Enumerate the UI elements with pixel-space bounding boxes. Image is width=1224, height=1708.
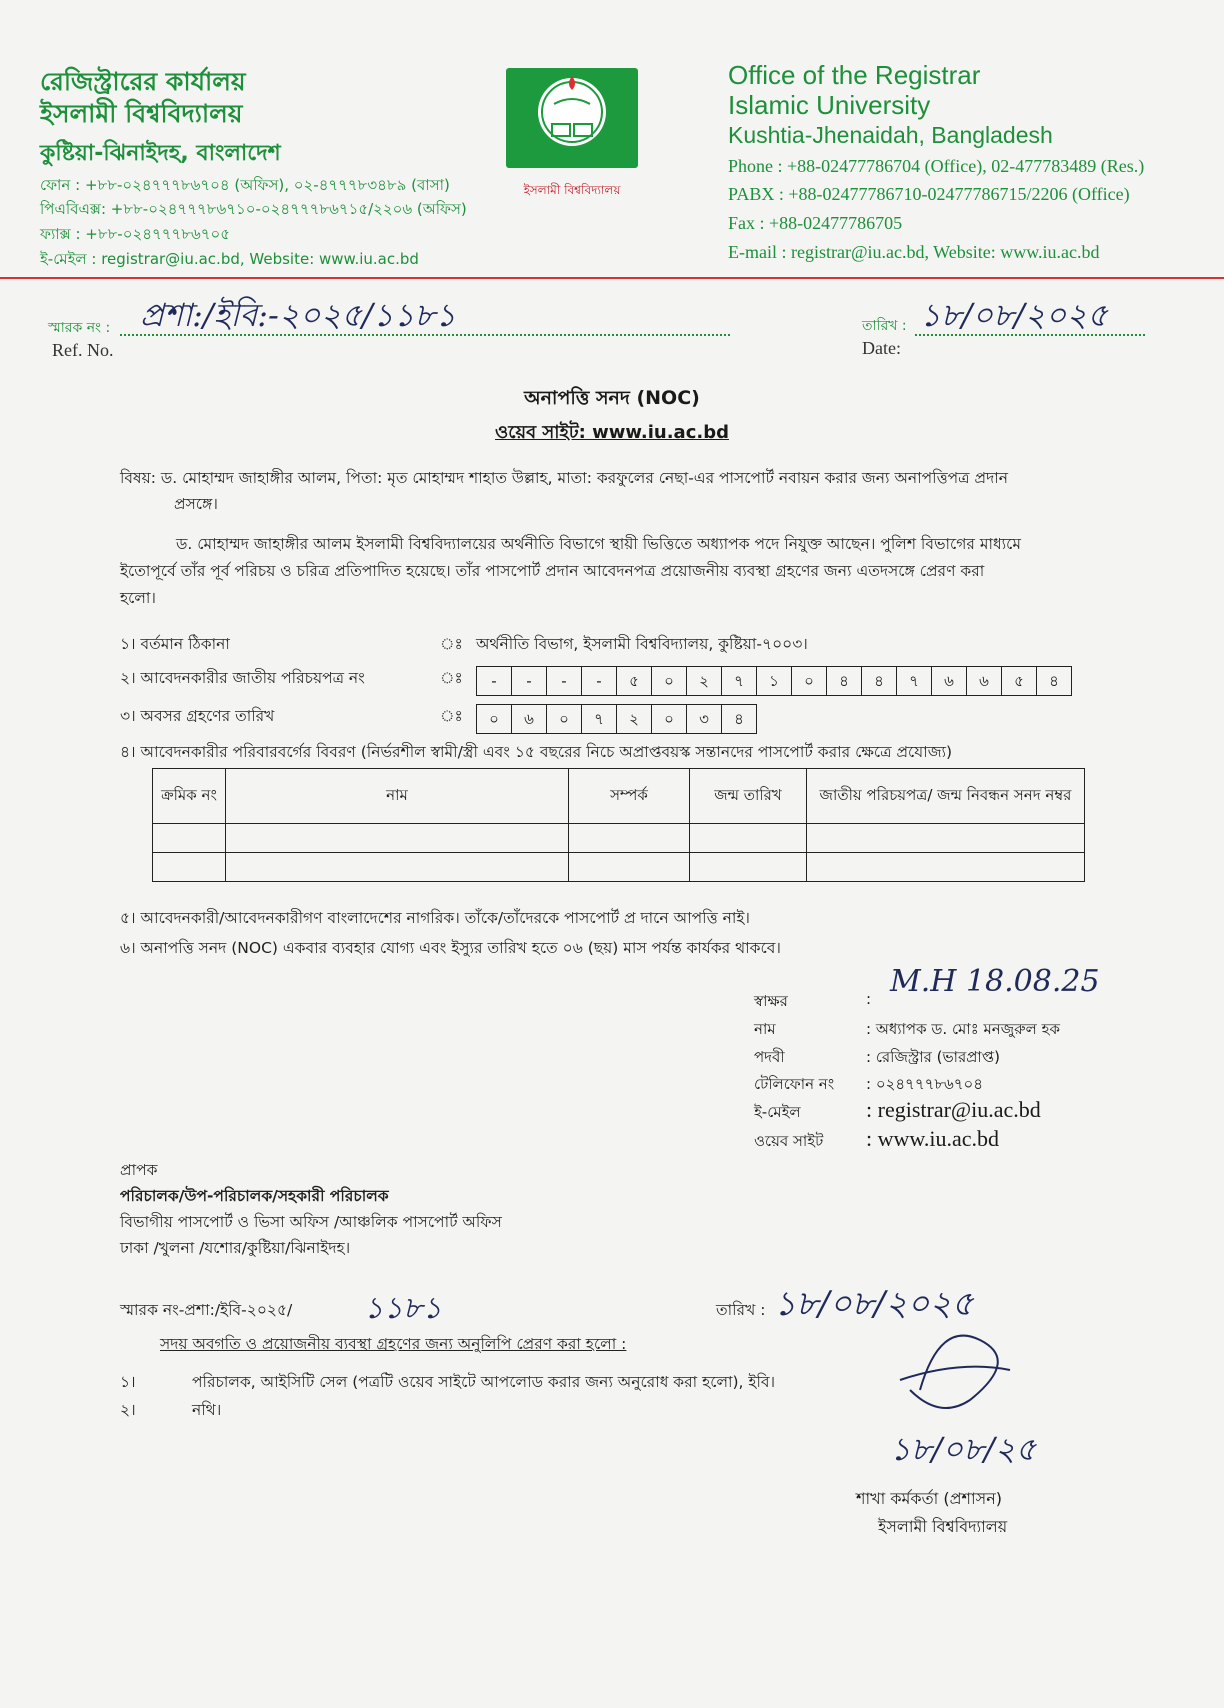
- registrar-signature: M.H 18.08.25: [890, 964, 1100, 999]
- email-bn: ই-মেইল : registrar@iu.ac.bd, Website: www.iu.ac.bd: [40, 250, 419, 268]
- nid-digit-box: -: [477, 667, 512, 695]
- web-value: : www.iu.ac.bd: [866, 1126, 999, 1151]
- email-value: : registrar@iu.ac.bd: [866, 1097, 1041, 1122]
- officer-sign-date: ১৮/০৮/২৫: [890, 1430, 1037, 1468]
- table-header-name: নাম: [226, 769, 569, 824]
- document-title: অনাপত্তি সনদ (NOC): [524, 387, 700, 409]
- email-en: E-mail : registrar@iu.ac.bd, Website: www.iu.ac.bd: [728, 242, 1100, 262]
- officer-university: ইসলামী বিশ্ববিদ্যালয়: [878, 1517, 1008, 1536]
- phone-en: Phone : +88-02477786704 (Office), 02-477783489 (Res.): [728, 156, 1145, 176]
- ref-label-bn: স্মারক নং :: [48, 320, 111, 336]
- copy-date-handwritten: ১৮/০৮/২০২৫: [774, 1284, 974, 1324]
- body-line-3: হলো।: [120, 589, 156, 607]
- retirement-digit-box: ৬: [512, 705, 547, 733]
- retirement-digit-box: ৪: [734, 710, 744, 728]
- nid-digit-box: ৫: [617, 667, 652, 695]
- nid-digit-box: ০: [652, 667, 687, 695]
- nid-digit-box: -: [547, 667, 582, 695]
- nid-digit-box: ৬: [967, 667, 1002, 695]
- retirement-digit-box: ৭: [582, 705, 617, 733]
- header-divider: [0, 277, 1224, 279]
- retirement-date-boxes: [476, 704, 757, 734]
- recipient-label: প্রাপক: [120, 1161, 158, 1179]
- date-label-bn: তারিখ :: [862, 318, 907, 334]
- copy-date-label: তারিখ :: [716, 1301, 766, 1319]
- fax-bn: ফ্যাক্স : +৮৮-০২৪৭৭৭৮৬৭০৫: [40, 225, 230, 243]
- copy-ref-printed: স্মারক নং-প্রশা:/ইবি-২০২৫/: [120, 1301, 293, 1319]
- retirement-digit-box: ৩: [687, 705, 722, 733]
- name-label: নাম: [754, 1020, 776, 1038]
- phone-value: : ০২৪৭৭৭৮৬৭০৪: [866, 1075, 984, 1093]
- nid-digit-box: ৭: [722, 667, 757, 695]
- family-table: [152, 768, 1085, 882]
- designation-label: পদবী: [754, 1048, 785, 1066]
- nid-digit-box: -: [512, 667, 547, 695]
- logo-caption: ইসলামী বিশ্ববিদ্যালয়: [523, 183, 621, 197]
- subject-line-2: প্রসঙ্গে।: [174, 495, 218, 513]
- note-5: ৫। আবেদনকারী/আবেদনকারীগণ বাংলাদেশের নাগরিক। তাঁকে/তাঁদেরকে পাসপোর্ট প্র দানে আপত্তি নাই।: [120, 909, 750, 927]
- pabx-en: PABX : +88-02477786710-02477786715/2206 (Office): [728, 184, 1130, 204]
- nid-number-boxes: [476, 666, 1072, 696]
- body-line-1: ড. মোহাম্মদ জাহাঙ্গীর আলম ইসলামী বিশ্ববিদ্যালয়ের অর্থনীতি বিভাগে স্থায়ী ভিত্তিতে অধ্যাপক পদে নিযুক্ত আছেন। পুলিশ বিভাগের মাধ্যমে: [176, 535, 1021, 553]
- logo-emblem-icon: [506, 68, 638, 168]
- item-1-colon: ঃ: [440, 635, 463, 653]
- retirement-digit-box: ০: [477, 705, 512, 733]
- date-handwritten: ১৮/০৮/২০২৫: [920, 296, 1108, 334]
- name-value: : অধ্যাপক ড. মোঃ মনজুরুল হক: [866, 1020, 1060, 1038]
- table-row: [153, 824, 1085, 853]
- office-title-en: Office of the Registrar: [728, 60, 981, 90]
- university-logo: [506, 68, 638, 168]
- sign-colon: :: [866, 990, 872, 1008]
- university-name-bn: ইসলামী বিশ্ববিদ্যালয়: [40, 99, 243, 128]
- copy-heading: সদয় অবগতি ও প্রয়োজনীয় ব্যবস্থা গ্রহণের জন্য অনুলিপি প্রেরণ করা হলো :: [160, 1335, 627, 1353]
- copy-1-number: ১।: [120, 1373, 136, 1391]
- pabx-bn: পিএবিএক্স: +৮৮-০২৪৭৭৭৮৬৭১০-০২৪৭৭৭৮৬৭১৫/২২০৬ (অফিস): [40, 200, 467, 218]
- item-1-value: অর্থনীতি বিভাগ, ইসলামী বিশ্ববিদ্যালয়, কুষ্টিয়া-৭০০৩।: [476, 635, 808, 653]
- nid-digit-box: ১: [757, 667, 792, 695]
- item-2-colon: ঃ: [440, 669, 463, 687]
- retirement-digit-box: ২: [617, 705, 652, 733]
- retirement-digit-box: ০: [652, 705, 687, 733]
- phone-label: টেলিফোন নং: [754, 1075, 835, 1093]
- note-6: ৬। অনাপত্তি সনদ (NOC) একবার ব্যবহার যোগ্য এবং ইস্যুর তারিখ হতে ০৬ (ছয়) মাস পর্যন্ত কার্যকর থাকবে।: [120, 939, 781, 957]
- table-header-row: [153, 769, 1085, 824]
- table-header-dob: জন্ম তারিখ: [690, 769, 807, 824]
- ref-number-handwritten: প্রশা:/ইবি:-২০২৫/১১৮১: [140, 296, 456, 334]
- copy-2-number: ২।: [120, 1401, 136, 1419]
- location-en: Kushtia-Jhenaidah, Bangladesh: [728, 122, 1053, 148]
- recipient-line-3: ঢাকা /খুলনা /যশোর/কুষ্টিয়া/ঝিনাইদহ।: [120, 1239, 351, 1257]
- nid-digit-box: ২: [687, 667, 722, 695]
- copy-2-text: নথি।: [192, 1401, 222, 1419]
- office-name-bn: [40, 66, 246, 130]
- document-website: ওয়েব সাইট: www.iu.ac.bd: [495, 422, 729, 443]
- subject-line-1: বিষয়: ড. মোহাম্মদ জাহাঙ্গীর আলম, পিতা: মৃত মোহাম্মদ শাহাত উল্লাহ, মাতা: করফুলের নেছা-এর পাসপোর্ট নবায়ন করার জন্য অনাপত্তিপত্র প্রদান: [120, 469, 1008, 487]
- sign-label: স্বাক্ষর: [754, 992, 788, 1010]
- nid-digit-box: ৪: [862, 667, 897, 695]
- university-name-en: Islamic University: [728, 90, 931, 120]
- table-header-relation: সম্পর্ক: [569, 769, 690, 824]
- table-row: [153, 853, 1085, 882]
- officer-title: শাখা কর্মকর্তা (প্রশাসন): [856, 1489, 1002, 1508]
- location-bn: কুষ্টিয়া-ঝিনাইদহ, বাংলাদেশ: [40, 141, 281, 166]
- copy-ref-handwritten: ১১৮১: [364, 1291, 442, 1326]
- phone-bn: ফোন : +৮৮-০২৪৭৭৭৮৬৭০৪ (অফিস), ০২-৪৭৭৭৮৩৪৮৯ (বাসা): [40, 176, 450, 194]
- copy-1-text: পরিচালক, আইসিটি সেল (পত্রটি ওয়েব সাইটে আপলোড করার জন্য অনুরোধ করা হলো), ইবি।: [192, 1373, 776, 1391]
- recipient-line-2: বিভাগীয় পাসপোর্ট ও ভিসা অফিস /আঞ্চলিক পাসপোর্ট অফিস: [120, 1213, 502, 1231]
- ref-label-en: Ref. No.: [52, 340, 114, 360]
- nid-digit-box: ৫: [1002, 667, 1037, 695]
- web-label: ওয়েব সাইট: [754, 1132, 824, 1150]
- office-title-bn: রেজিস্ট্রারের কার্যালয়: [40, 67, 246, 96]
- nid-digit-box: ৭: [897, 667, 932, 695]
- body-line-2: ইতোপূর্বে তাঁর পূর্ব পরিচয় ও চরিত্র প্রতিপাদিত হয়েছে। তাঁর পাসপোর্ট প্রদান আবেদনপত্র প্রয়োজনীয় ব্যবস্থা গ্রহণের জন্য এতদসঙ্গে প্রেরণ করা: [120, 562, 985, 580]
- recipient-line-1: পরিচালক/উপ-পরিচালক/সহকারী পরিচালক: [120, 1187, 389, 1205]
- email-label: ই-মেইল: [754, 1103, 801, 1121]
- nid-digit-box: ৪: [1049, 672, 1059, 690]
- item-3-label: ৩। অবসর গ্রহণের তারিখ: [120, 707, 275, 725]
- item-2-label: ২। আবেদনকারীর জাতীয় পরিচয়পত্র নং: [120, 669, 365, 687]
- nid-digit-box: ০: [792, 667, 827, 695]
- date-label-en: Date:: [862, 338, 901, 358]
- fax-en: Fax : +88-02477786705: [728, 213, 903, 233]
- item-1-label: ১। বর্তমান ঠিকানা: [120, 635, 230, 653]
- table-header-serial: ক্রমিক নং: [153, 769, 226, 824]
- table-header-nid: জাতীয় পরিচয়পত্র/ জন্ম নিবন্ধন সনদ নম্বর: [807, 769, 1085, 824]
- office-name-en: [728, 60, 980, 120]
- item-3-colon: ঃ: [440, 707, 463, 725]
- nid-digit-box: ৬: [932, 667, 967, 695]
- designation-value: : রেজিস্ট্রার (ভারপ্রাপ্ত): [866, 1048, 1000, 1066]
- retirement-digit-box: ০: [547, 705, 582, 733]
- nid-digit-box: -: [582, 667, 617, 695]
- item-4-label: ৪। আবেদনকারীর পরিবারবর্গের বিবরণ (নির্ভরশীল স্বামী/স্ত্রী এবং ১৫ বছরের নিচে অপ্রাপ্তবয়স্ক সন্তানদের পাসপোর্ট করার ক্ষেত্রে প্রযোজ্য): [120, 743, 953, 761]
- nid-digit-box: ৪: [827, 667, 862, 695]
